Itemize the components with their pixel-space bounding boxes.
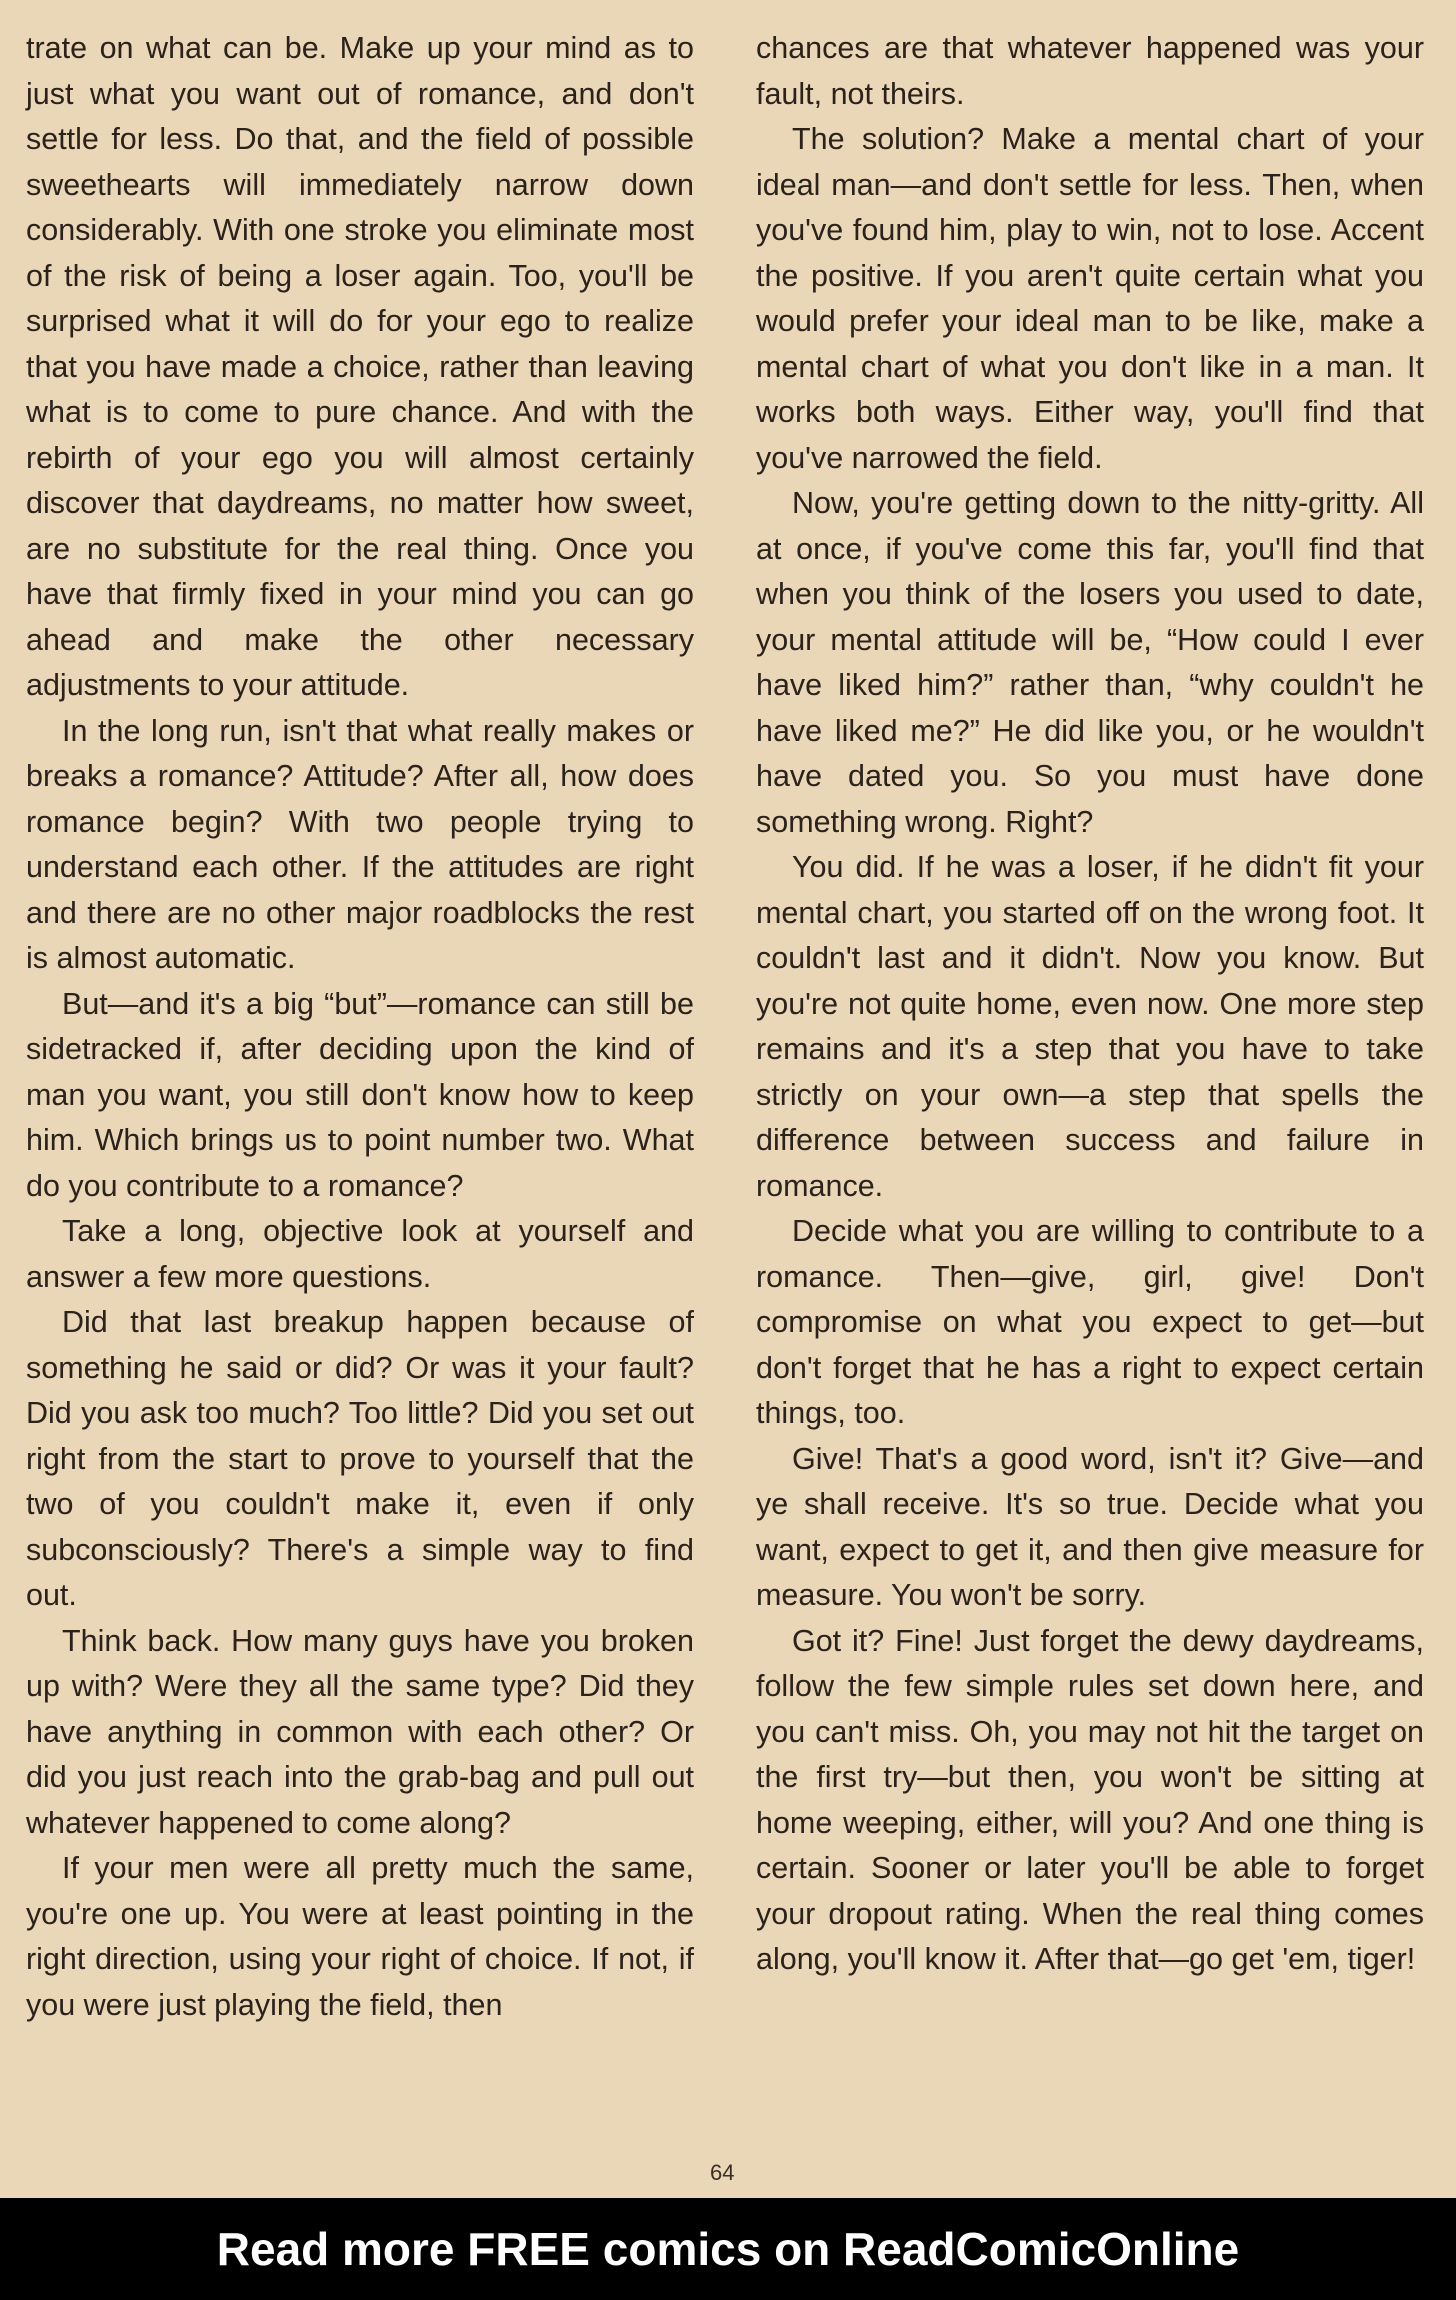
paragraph: trate on what can be. Make up your mind as to just what you want out of romance, and don't settle for less. Do that, and the field of possible sweethearts will immediately narrow down considerably. With one stroke you eliminate most of the risk of being a loser again. Too, you'll be surprised what it will do for your ego to realize that you have made a choice, rather than leaving what is to come to pure chance. And with the rebirth of your ego you will almost certainly discover that daydreams, no matter how sweet, are no substitute for the real thing. Once you have that firmly fixed in your mind you can go ahead and make the other necessary adjustments to your attitude. [26,31,694,702]
paragraph: If your men were all pretty much the same, you're one up. You were at least pointing in the right direction, using your right of choice. If not, if you were just playing the field, then [26,1851,694,2022]
promo-banner[interactable] [0,2198,1456,2300]
paragraph: Give! That's a good word, isn't it? Give—and ye shall receive. It's so true. Decide what you want, expect to get it, and then give measure for measure. You won't be sorry. [756,1441,1424,1612]
paragraph: Decide what you are willing to contribute to a romance. Then—give, girl, give! Don't compromise on what you expect to get—but don't forget that he has a right to expect certain things, too. [756,1214,1424,1430]
paragraph: You did. If he was a loser, if he didn't fit your mental chart, you started off on the wrong foot. It couldn't last and it didn't. Now you know. But you're not quite home, even now. One more step remains and it's a step that you have to take strictly on your own—a step that spells the difference between success and failure in romance. [756,850,1424,1203]
paragraph: Think back. How many guys have you broken up with? Were they all the same type? Did they have anything in common with each other? Or did you just reach into the grab-bag and pull out whatever happened to come along? [26,1623,694,1840]
paragraph: chances are that whatever happened was your fault, not theirs. [756,31,1424,111]
paragraph: Got it? Fine! Just forget the dewy daydreams, follow the few simple rules set down here, and you can't miss. Oh, you may not hit the target on the first try—but then, you won't be sitting at home weeping, either, will you? And one thing is certain. Sooner or later you'll be able to forget your dropout rating. When the real thing comes along, you'll know it. After that—go get 'em, tiger! [756,1623,1424,1976]
paragraph: In the long run, isn't that what really makes or breaks a romance? Attitude? After all, how does romance begin? With two people trying to understand each other. If the attitudes are right and there are no other major roadblocks the rest is almost automatic. [26,713,694,975]
paragraph: The solution? Make a mental chart of your ideal man—and don't settle for less. Then, when you've found him, play to win, not to lose. Accent the positive. If you aren't quite certain what you would prefer your ideal man to be like, make a mental chart of what you don't like in a man. It works both ways. Either way, you'll find that you've narrowed the field. [756,122,1424,475]
paragraph: But—and it's a big “but”—romance can still be sidetracked if, after deciding upon the kind of man you want, you still don't know how to keep him. Which brings us to point number two. What do you contribute to a romance? [26,986,694,1203]
left-column [26,26,694,2028]
paragraph: Take a long, objective look at yourself and answer a few more questions. [26,1214,694,1294]
promo-banner-text[interactable]: Read more FREE comics on ReadComicOnline [216,2223,1240,2275]
paragraph: Did that last breakup happen because of something he said or did? Or was it your fault? Did you ask too much? Too little? Did you set out right from the start to prove to yourself that the two of you couldn't make it, even if only subconsciously? There's a simple way to find out. [26,1305,694,1612]
right-column [756,26,1424,1983]
page-number: 64 [710,2160,735,2185]
paragraph: Now, you're getting down to the nitty-gritty. All at once, if you've come this far, you'll find that when you think of the losers you used to date, your mental attitude will be, “How could I ever have liked him?” rather than, “why couldn't he have liked me?” He did like you, or he wouldn't have dated you. So you must have done something wrong. Right? [756,486,1424,839]
